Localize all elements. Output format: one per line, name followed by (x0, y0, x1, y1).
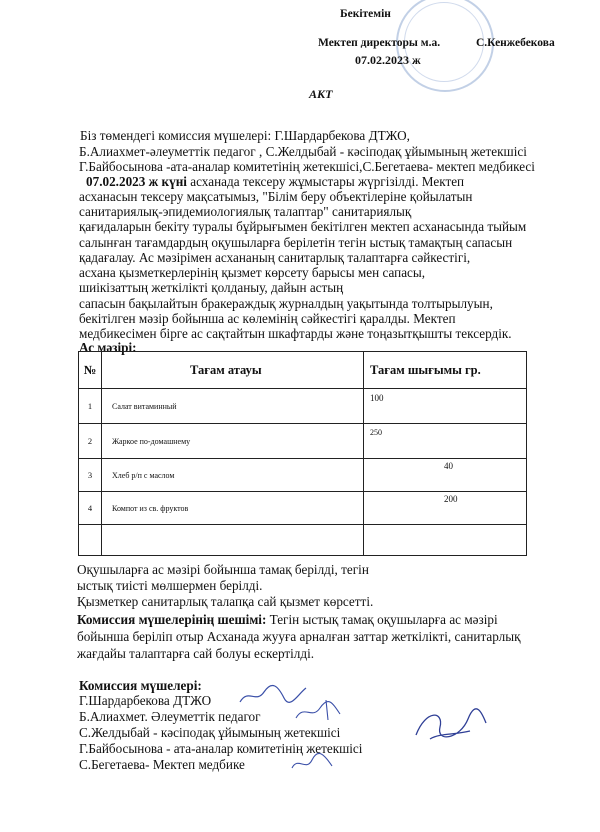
row-dish-name: Жаркое по-домашнему (102, 424, 364, 459)
table-row (79, 525, 527, 556)
member-line: С.Желдыбай - кәсіподақ ұйымының жетекшісі (79, 725, 341, 740)
after-line-3: Қызметкер санитарлық талапқа сай қызмет көрсетті. (77, 594, 374, 609)
body-line-12: бекітілген мәзір бойынша ас көлемінің сәйкестігі қаралды. Мектеп (79, 311, 456, 326)
member-line: Б.Алиахмет. Әлеуметтік педагог (79, 709, 261, 724)
members-heading: Комиссия мүшелері: (79, 678, 202, 693)
body-line-2: Б.Алиахмет-әлеуметтік педагог , С.Желдыбай - кәсіподақ ұйымының жетекшісі (79, 144, 527, 159)
date-line-text: асханада тексеру жұмыстары жүргізілді. Мектеп (186, 174, 465, 189)
approval-date: 07.02.2023 ж (355, 53, 421, 67)
table-row (79, 492, 527, 525)
menu-table (78, 351, 527, 556)
after-line-2: ыстық тиісті мөлшермен берілді. (77, 578, 263, 593)
row-dish-name: Хлеб р/п с маслом (102, 459, 364, 492)
signature-3 (410, 705, 490, 745)
table-row (79, 389, 527, 424)
body-line-13: медбикесімен бірге ас сақтайтын шкафтарды және тоңазытқышты тексердік. (79, 326, 512, 341)
body-line-10: шиікізаттың жеткілікті қолданыу, дайын астың (79, 280, 344, 295)
body-line-9: асхана қызметкерлерінің қызмет көрсету барысы мен сапасы, (79, 265, 426, 280)
body-line-1: Біз төмендегі комиссия мүшелері: Г.Шардарбекова ДТЖО, (80, 128, 410, 143)
body-line-7: салынған тағамдардың оқушыларға берілетін тегін ыстық тамақтың сапасын (79, 235, 513, 250)
row-dish-name: Салат витаминный (102, 389, 364, 424)
row-amount: 40 (364, 459, 527, 492)
row-dish-name (102, 525, 364, 556)
row-dish-name: Компот из св. фруктов (102, 492, 364, 525)
menu-heading: Ас мәзірі: (79, 340, 137, 355)
member-line: Г.Байбосынова - ата-аналар комитетінің жетекшісі (79, 741, 363, 756)
table-header-row (79, 352, 527, 389)
row-amount: 100 (364, 389, 527, 424)
table-header-amount: Тағам шығымы гр. (364, 352, 527, 389)
signature-4 (288, 750, 338, 776)
doc-title: АКТ (309, 87, 333, 101)
body-line-3: Г.Байбосынова -ата-аналар комитетінің жетекшісі,С.Бегетаева- мектеп медбикесі (79, 159, 535, 174)
row-amount: 200 (364, 492, 527, 525)
approval-position: Мектеп директоры м.а. (318, 37, 441, 49)
body-line-6: қағидаларын бекіту туралы бұйрығымен бекітілген мектеп асханасында тыйым (79, 219, 527, 234)
decision-line-2: бойынша беріліп отыр Асханада жууға арналған заттар жеткілікті, санитарлық (77, 629, 521, 644)
row-num: 3 (79, 459, 102, 492)
approval-name: С.Кенжебекова (476, 37, 555, 49)
decision-line-3: жағдайы талаптарға сай болуы ескертілді. (77, 646, 315, 661)
after-line-1: Оқушыларға ас мәзірі бойынша тамақ берілді, тегін (77, 562, 369, 577)
row-amount: 250 (364, 424, 527, 459)
decision-text: Тегін ыстық тамақ оқушыларға ас мәзірі (266, 612, 498, 627)
member-line: С.Бегетаева- Мектеп медбике (79, 757, 245, 772)
body-line-8: қадағалау. Ас мәзірімен асхананың санитарлық талаптарға сәйкестігі, (79, 250, 471, 265)
row-amount (364, 525, 527, 556)
date-line (86, 174, 464, 189)
row-num: 4 (79, 492, 102, 525)
table-header-name: Тағам атауы (102, 352, 364, 389)
member-line: Г.Шардарбекова ДТЖО (79, 693, 212, 708)
body-line-5: санитариялық-эпидемиологиялық талаптар" санитариялық (79, 204, 412, 219)
approval-title: Бекітемін (340, 8, 391, 20)
inspection-date: 07.02.2023 ж күні (86, 174, 187, 189)
decision-label: Комиссия мүшелерінің шешімі: (77, 612, 267, 627)
decision-line-1 (77, 612, 498, 627)
body-line-11: сапасын бақылайтын бракераждық журналдың уақытында толтырылуын, (79, 296, 493, 311)
row-num (79, 525, 102, 556)
signature-2 (292, 698, 352, 724)
row-num: 1 (79, 389, 102, 424)
row-num: 2 (79, 424, 102, 459)
body-line-4: асханасын тексеру мақсатымыз, "Білім беру объектілеріне қойылатын (79, 189, 473, 204)
table-row (79, 459, 527, 492)
table-row (79, 424, 527, 459)
table-header-num: № (79, 352, 102, 389)
